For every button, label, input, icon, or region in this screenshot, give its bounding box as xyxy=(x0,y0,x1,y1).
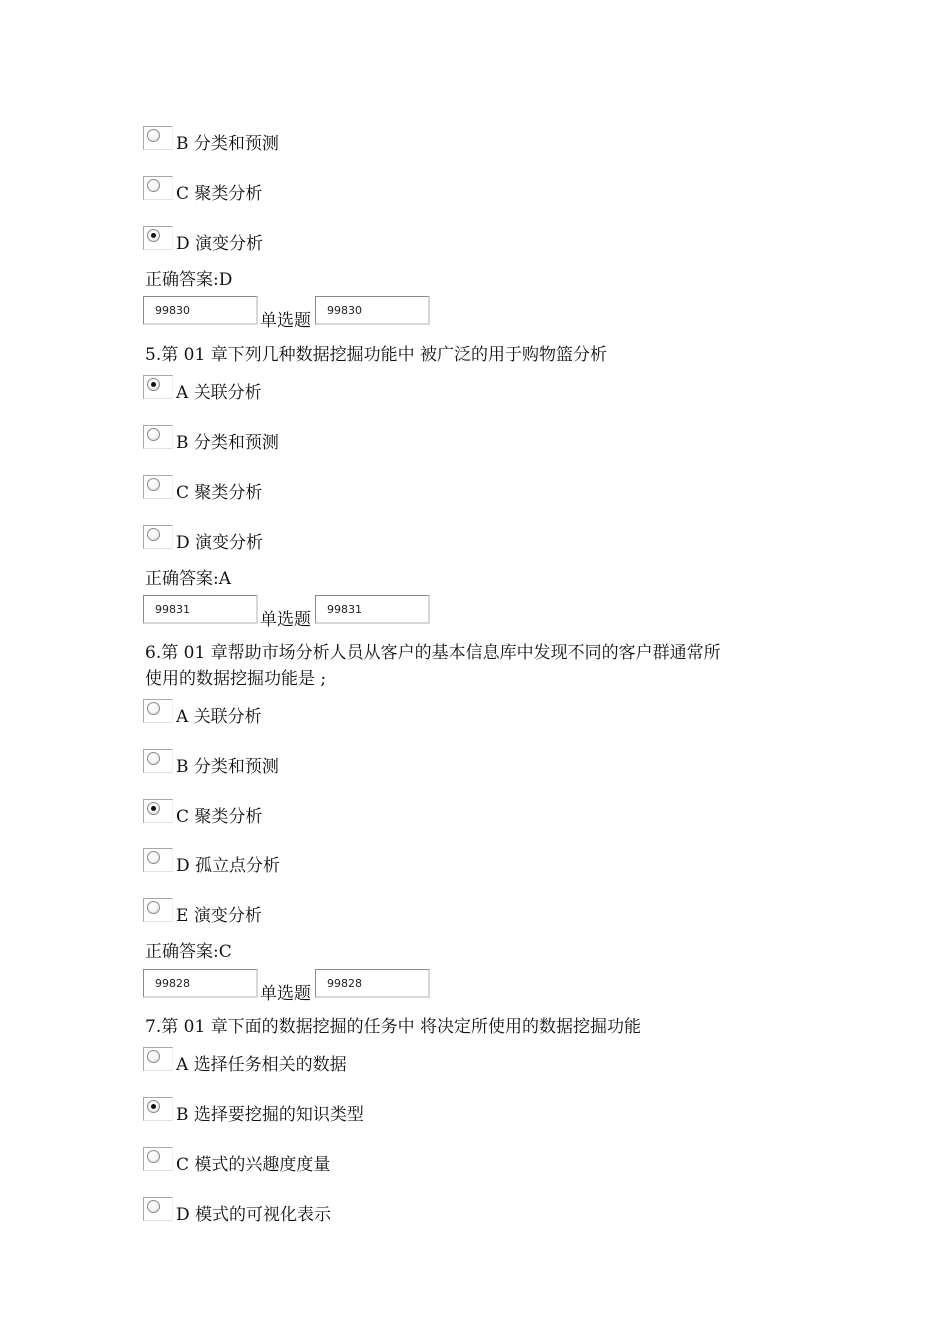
option-label: D 演变分析 xyxy=(176,234,264,254)
radio-circle-icon xyxy=(147,1050,160,1063)
question-type-label: 单选题 xyxy=(260,610,311,630)
radio-button[interactable] xyxy=(143,799,173,823)
radio-button[interactable] xyxy=(143,425,173,449)
option-label: D 演变分析 xyxy=(176,533,264,553)
radio-circle-icon xyxy=(147,851,160,864)
radio-button[interactable] xyxy=(143,749,173,773)
question-id-field[interactable]: 99828 xyxy=(143,969,258,998)
radio-circle-icon xyxy=(147,528,160,541)
option-label: C 聚类分析 xyxy=(176,483,263,503)
radio-circle-icon xyxy=(147,702,160,715)
question-title-q5: 5.第 01 章下列几种数据挖掘功能中 被广泛的用于购物篮分析 xyxy=(145,345,608,365)
question-title-q6-line2: 使用的数据挖掘功能是 ; xyxy=(145,669,327,689)
radio-circle-icon xyxy=(147,428,160,441)
question-type-label: 单选题 xyxy=(260,984,311,1004)
option-label: D 孤立点分析 xyxy=(176,856,281,876)
radio-button[interactable] xyxy=(143,898,173,922)
radio-circle-icon xyxy=(147,179,160,192)
question-id-field[interactable]: 99828 xyxy=(315,969,430,998)
question-title-q7: 7.第 01 章下面的数据挖掘的任务中 将决定所使用的数据挖掘功能 xyxy=(145,1017,642,1037)
option-label: D 模式的可视化表示 xyxy=(176,1205,332,1225)
option-label: B 选择要挖掘的知识类型 xyxy=(176,1105,364,1125)
option-label: C 聚类分析 xyxy=(176,807,263,827)
correct-answer-q6: 正确答案:C xyxy=(145,942,232,962)
radio-circle-icon xyxy=(147,129,160,142)
radio-circle-icon xyxy=(147,752,160,765)
option-label: A 关联分析 xyxy=(176,707,262,727)
radio-button[interactable] xyxy=(143,1047,173,1071)
question-id-field[interactable]: 99830 xyxy=(315,296,430,325)
radio-checked-icon xyxy=(147,802,160,815)
radio-checked-icon xyxy=(147,229,160,242)
radio-checked-icon xyxy=(147,1100,160,1113)
option-label: B 分类和预测 xyxy=(176,134,279,154)
option-label: A 关联分析 xyxy=(176,383,262,403)
radio-button[interactable] xyxy=(143,475,173,499)
radio-checked-icon xyxy=(147,378,160,391)
radio-button[interactable] xyxy=(143,699,173,723)
option-label: A 选择任务相关的数据 xyxy=(176,1055,347,1075)
radio-button[interactable] xyxy=(143,1097,173,1121)
radio-button[interactable] xyxy=(143,525,173,549)
radio-circle-icon xyxy=(147,478,160,491)
option-label: B 分类和预测 xyxy=(176,433,279,453)
radio-circle-icon xyxy=(147,901,160,914)
radio-button[interactable] xyxy=(143,1147,173,1171)
radio-button[interactable] xyxy=(143,848,173,872)
question-title-q6-line1: 6.第 01 章帮助市场分析人员从客户的基本信息库中发现不同的客户群通常所 xyxy=(145,643,721,663)
correct-answer-q5: 正确答案:A xyxy=(145,569,232,589)
question-id-field[interactable]: 99830 xyxy=(143,296,258,325)
radio-button[interactable] xyxy=(143,226,173,250)
option-label: B 分类和预测 xyxy=(176,757,279,777)
radio-circle-icon xyxy=(147,1150,160,1163)
option-label: C 模式的兴趣度度量 xyxy=(176,1155,331,1175)
option-label: C 聚类分析 xyxy=(176,184,263,204)
radio-circle-icon xyxy=(147,1200,160,1213)
radio-button[interactable] xyxy=(143,126,173,150)
radio-button[interactable] xyxy=(143,375,173,399)
radio-button[interactable] xyxy=(143,176,173,200)
question-id-field[interactable]: 99831 xyxy=(143,595,258,624)
option-label: E 演变分析 xyxy=(176,906,262,926)
radio-button[interactable] xyxy=(143,1197,173,1221)
question-type-label: 单选题 xyxy=(260,311,311,331)
question-id-field[interactable]: 99831 xyxy=(315,595,430,624)
correct-answer-q4: 正确答案:D xyxy=(145,270,233,290)
